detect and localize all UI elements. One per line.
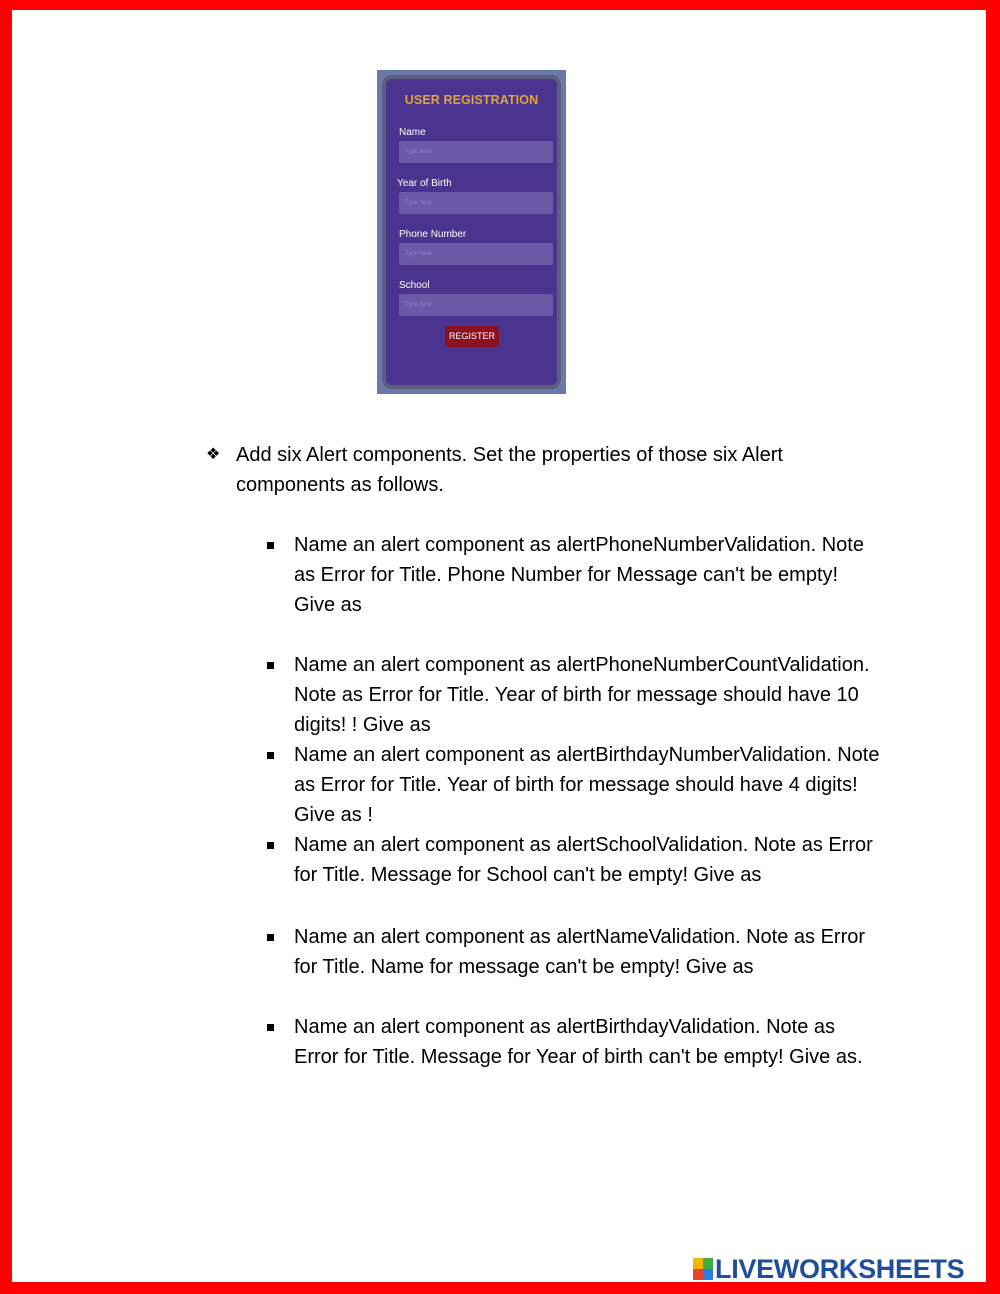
phone-number-label: Phone Number xyxy=(399,229,467,240)
list-item-text: Name an alert component as alertSchoolValidation. Note as Error for Title. Message for School can't be empty! Give as xyxy=(294,834,873,886)
square-bullet-icon xyxy=(267,542,274,549)
logo-text: LIVEWORKSHEETS xyxy=(715,1253,965,1284)
main-instruction-text: Add six Alert components. Set the properties of those six Alert components as follows. xyxy=(236,444,783,496)
list-item-text: Name an alert component as alertNameValidation. Note as Error for Title. Name for message can't be empty! Give as xyxy=(294,926,866,978)
school-input[interactable]: Type here xyxy=(399,294,553,316)
square-bullet-icon xyxy=(267,752,274,759)
list-item xyxy=(264,740,884,830)
name-input[interactable]: Type here xyxy=(399,141,553,163)
school-label: School xyxy=(399,280,430,291)
phone-number-input[interactable]: Type here xyxy=(399,243,553,265)
square-bullet-icon xyxy=(267,842,274,849)
year-of-birth-label: Year of Birth xyxy=(397,178,452,189)
list-item xyxy=(264,650,884,740)
name-label: Name xyxy=(399,127,426,138)
square-bullet-icon xyxy=(267,934,274,941)
year-of-birth-input[interactable]: Type here xyxy=(399,192,553,214)
list-item-text: Name an alert component as alertBirthdayValidation. Note as Error for Title. Message for Year of birth can't be empty! Give as. xyxy=(294,1016,863,1068)
list-item xyxy=(264,830,884,890)
registration-form xyxy=(382,75,561,389)
diamond-bullet-icon: ❖ xyxy=(206,446,221,463)
square-bullet-icon xyxy=(267,1024,274,1031)
square-bullet-icon xyxy=(267,662,274,669)
list-item xyxy=(264,922,884,982)
list-item xyxy=(264,530,884,620)
list-item xyxy=(264,1012,884,1072)
registration-screenshot xyxy=(377,70,566,394)
form-title: USER REGISTRATION xyxy=(404,93,539,107)
list-item-text: Name an alert component as alertPhoneNumberValidation. Note as Error for Title. Phone Number for Message can't be empty! Give as xyxy=(294,534,864,616)
register-button[interactable]: REGISTER xyxy=(445,326,499,347)
list-item-text: Name an alert component as alertPhoneNumberCountValidation. Note as Error for Title. Year of birth for message should have 10 digits! ! Give as xyxy=(294,654,870,736)
liveworksheets-badge-icon xyxy=(693,1258,713,1280)
list-item-text: Name an alert component as alertBirthdayNumberValidation. Note as Error for Title. Year of birth for message should have 4 digits! Give as ! xyxy=(294,744,880,826)
liveworksheets-logo xyxy=(693,1254,964,1284)
main-instruction xyxy=(206,440,866,500)
